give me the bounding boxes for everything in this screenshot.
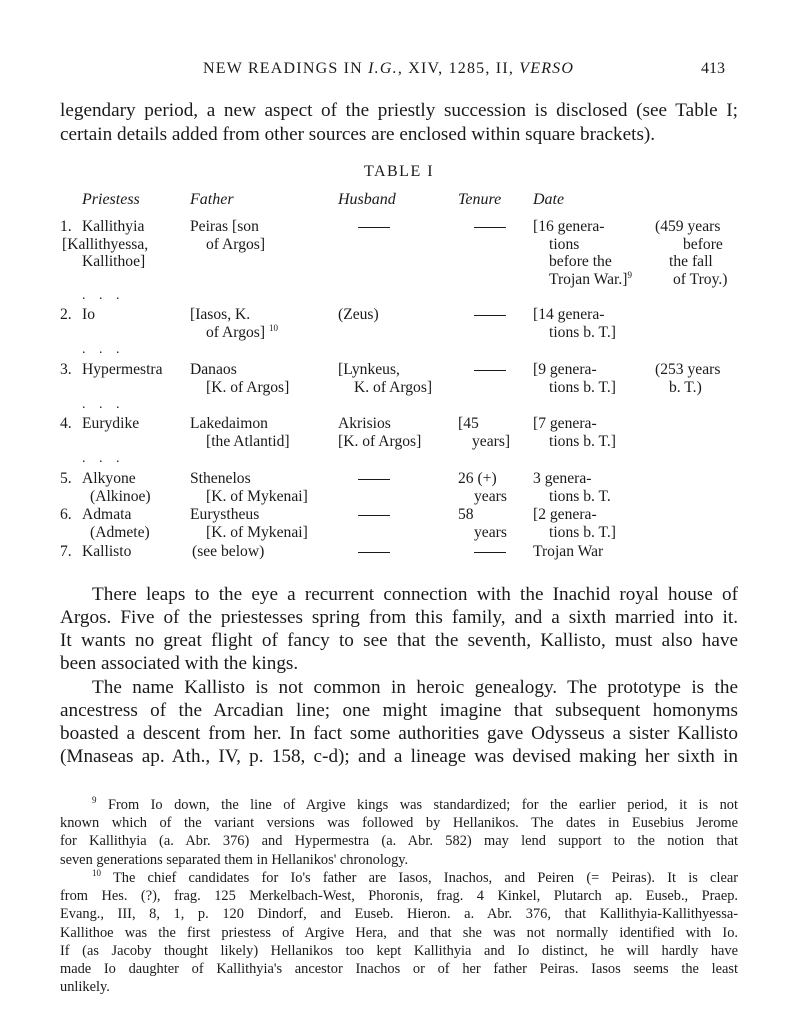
footnote-9: [60, 796, 738, 869]
cell-line: Lakedaimon: [190, 415, 268, 432]
cell-line: K. of Argos]: [354, 378, 433, 396]
extra-cell: [655, 218, 727, 288]
ellipsis: . . .: [82, 342, 125, 357]
tenure-cell: [458, 415, 510, 450]
cell-line: years: [474, 523, 507, 541]
footnote-line: unlikely.: [60, 979, 110, 996]
cell-line: Akrisios: [338, 415, 391, 432]
cell-line: (253 years: [655, 361, 721, 378]
cell-line: Peiras [son: [190, 218, 259, 235]
cell-line: b. T.): [669, 378, 702, 396]
body-line: boasted a descent from her. In fact some authorities gave Odysseus a sister Kallisto: [60, 723, 738, 744]
cell-line: [45: [458, 415, 479, 432]
extra-cell: [655, 361, 720, 396]
cell-line: [K. of Argos]: [206, 378, 290, 396]
father-cell: [190, 415, 290, 450]
cell-line: tions b. T.: [549, 487, 611, 505]
cell-line: tions b. T.]: [549, 323, 616, 341]
cell-line: Trojan War.]: [549, 270, 628, 288]
husband-cell: (Zeus): [338, 306, 379, 323]
body-line: (Mnaseas ap. Ath., IV, p. 158, c-d); and a lineage was devised making her sixth in: [60, 746, 738, 767]
husband-empty-dash: [358, 552, 390, 553]
date-cell: [533, 306, 616, 341]
body-line: The name Kallisto is not common in heroic genealogy. The prototype is the: [92, 677, 738, 698]
table-caption: TABLE I: [363, 163, 435, 180]
ellipsis: . . .: [82, 397, 125, 412]
row-number: 2.: [60, 306, 72, 323]
priestess-cell: Hypermestra: [82, 361, 163, 378]
cell-line: of Troy.): [673, 270, 728, 288]
footnote-line: From Io down, the line of Argive kings was standardized; for the earlier period, it is not: [107, 797, 738, 813]
row-number: 3.: [60, 361, 72, 378]
body-line: There leaps to the eye a recurrent connection with the Inachid royal house of: [92, 584, 738, 605]
row-number: 1.: [60, 218, 72, 235]
intro-line: legendary period, a new aspect of the priestly succession is disclosed (see Table I;: [60, 100, 738, 121]
column-header-priestess: Priestess: [82, 191, 140, 208]
running-head-ig: I.G.: [368, 60, 398, 77]
intro-line: certain details added from other sources are enclosed within square brackets).: [60, 124, 656, 145]
cell-line: Sthenelos: [190, 470, 251, 487]
priestess-cell: [82, 506, 150, 541]
cell-line: tions b. T.]: [549, 378, 616, 396]
cell-line: (Alkinoe): [90, 487, 151, 505]
cell-line: before the: [549, 253, 612, 270]
cell-line: Kallithoe]: [82, 253, 146, 270]
cell-line: the fall: [669, 253, 713, 270]
column-header-date: Date: [533, 191, 565, 208]
running-head: [203, 60, 574, 78]
date-cell: [533, 218, 632, 288]
column-header-tenure: Tenure: [458, 191, 502, 208]
husband-cell: [338, 361, 432, 396]
cell-line: [Kallithyessa,: [62, 235, 149, 253]
row-number: 7.: [60, 543, 72, 560]
cell-line: (459 years: [655, 218, 721, 235]
tenure-empty-dash: [474, 552, 506, 553]
priestess-cell: [82, 470, 151, 505]
priestess-cell: Io: [82, 306, 95, 323]
cell-line: 58: [458, 506, 474, 523]
footnote-ref[interactable]: 10: [268, 322, 278, 333]
footnote-line: Kallithoe was the first priestess of Argive Hera, and that she was not normally identified with Io.: [60, 924, 738, 941]
cell-line: Alkyone: [82, 470, 136, 487]
cell-line: Danaos: [190, 361, 237, 378]
cell-line: tions b. T.]: [549, 432, 616, 450]
cell-line: [K. of Argos]: [338, 432, 422, 450]
date-cell: [533, 415, 616, 450]
row-number: 5.: [60, 470, 72, 487]
tenure-empty-dash: [474, 227, 506, 228]
cell-line: 26 (+): [458, 470, 497, 487]
date-cell: [533, 470, 611, 505]
cell-line: tions: [549, 235, 580, 253]
cell-line: [Lynkeus,: [338, 361, 400, 378]
footnote-line: from Hes. (?), frag. 125 Merkelbach-West, Phoronis, frag. 4 Kinkel, Plutarch ap. Euseb., Praep.: [60, 888, 738, 905]
cell-line: [K. of Mykenai]: [206, 487, 308, 505]
cell-line: [14 genera-: [533, 306, 605, 323]
cell-line: (Admete): [90, 523, 150, 541]
footnote-10: [60, 869, 738, 996]
cell-line: [16 genera-: [533, 218, 605, 235]
running-head-text-2: , XIV, 1285, II,: [397, 60, 520, 77]
body-line: been associated with the kings.: [60, 653, 299, 674]
tenure-cell: [458, 470, 507, 505]
page-number: 413: [701, 60, 725, 77]
husband-cell: [338, 415, 421, 450]
cell-line: years]: [472, 432, 511, 450]
running-head-verso: VERSO: [519, 60, 575, 77]
footnote-line: for Kallithyia (a. Abr. 376) and Hypermestra (a. Abr. 582) may lend support to the notion that: [60, 833, 738, 850]
cell-line: tions b. T.]: [549, 523, 616, 541]
row-number: 6.: [60, 506, 72, 523]
footnote-line: If (as Jacoby thought likely) Hellanikos too kept Kallithyia and Io distinct, he will hardly have: [60, 942, 738, 959]
cell-line: [Iasos, K.: [190, 306, 251, 323]
date-cell: [533, 506, 616, 541]
footnote-line: The chief candidates for Io's father are Iasos, Inachos, and Peiren (= Peiras). It is clear: [112, 870, 739, 886]
cell-line: [2 genera-: [533, 506, 597, 523]
cell-line: [7 genera-: [533, 415, 597, 432]
date-cell: Trojan War: [533, 543, 604, 560]
priestess-cell: [62, 218, 149, 271]
father-cell: [190, 470, 308, 505]
tenure-empty-dash: [474, 370, 506, 371]
father-cell: [190, 218, 265, 253]
tenure-empty-dash: [474, 315, 506, 316]
husband-empty-dash: [358, 227, 390, 228]
husband-empty-dash: [358, 479, 390, 480]
ellipsis: . . .: [82, 288, 125, 303]
cell-line: of Argos]: [206, 323, 266, 341]
cell-line: [K. of Mykenai]: [206, 523, 308, 541]
priestess-cell: Kallisto: [82, 543, 132, 560]
running-head-text: NEW READINGS IN: [203, 60, 369, 77]
tenure-cell: [458, 506, 507, 541]
footnote-line: known which of the variant versions was followed by Hellanikos. The dates in Eusebius Jerome: [60, 815, 738, 832]
footnote-ref[interactable]: 9: [627, 269, 632, 280]
husband-empty-dash: [358, 515, 390, 516]
cell-line: [the Atlantid]: [206, 432, 290, 450]
footnote-line: made Io daughter of Kallithyia's ancestor Inachos or of her father Peiras. Iasos seems the least: [60, 961, 738, 978]
father-cell: [190, 506, 308, 541]
body-line: Argos. Five of the priestesses spring from this family, and a sixth married into it.: [60, 607, 738, 628]
father-cell: [190, 361, 289, 396]
footnote-mark: 9: [92, 795, 97, 805]
cell-line: before: [683, 235, 723, 253]
footnote-mark: 10: [92, 868, 101, 878]
cell-line: of Argos]: [206, 235, 266, 253]
priestess-cell: Eurydike: [82, 415, 140, 432]
father-cell: (see below): [192, 543, 265, 560]
body-line: It wants no great flight of fancy to see that the seventh, Kallisto, must also have: [60, 630, 738, 651]
cell-line: 3 genera-: [533, 470, 592, 487]
cell-line: Eurystheus: [190, 506, 260, 523]
cell-line: Admata: [82, 506, 132, 523]
footnote-line: seven generations separated them in Hellanikos' chronology.: [60, 851, 409, 868]
cell-line: Kallithyia: [82, 218, 145, 235]
row-number: 4.: [60, 415, 72, 432]
footnote-line: Evang., III, 8, 1, p. 120 Dindorf, and Euseb. Hieron. a. Abr. 376, that Kallithyia-Kallithyessa-: [60, 906, 738, 923]
cell-line: years: [474, 487, 507, 505]
ellipsis: . . .: [82, 451, 125, 466]
column-header-husband: Husband: [338, 191, 396, 208]
column-header-father: Father: [190, 191, 234, 208]
body-line: ancestress of the Arcadian line; one might imagine that subsequent homonyms: [60, 700, 738, 721]
date-cell: [533, 361, 616, 396]
father-cell: [190, 306, 278, 341]
cell-line: [9 genera-: [533, 361, 597, 378]
